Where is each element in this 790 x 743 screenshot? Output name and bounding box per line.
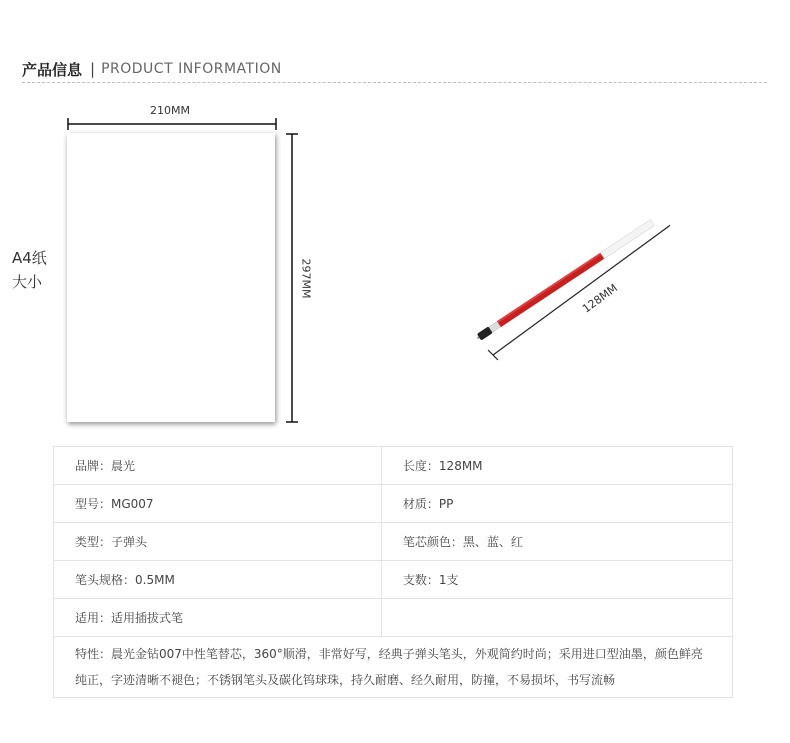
paper-caption-line1: A4纸	[12, 249, 47, 267]
spec-empty-cell	[381, 599, 732, 637]
a4-paper-image	[67, 133, 275, 422]
paper-width-label: 210MM	[150, 104, 190, 117]
spec-brand: 品牌：晨光	[54, 447, 382, 485]
refill-image	[470, 195, 670, 365]
refill-length-label: 128MM	[579, 281, 620, 316]
spec-compatibility: 适用：适用插拔式笔	[54, 599, 382, 637]
table-row	[54, 561, 733, 599]
spec-features: 特性：晨光金钻007中性笔替芯，360°顺滑，非常好写，经典子弹头笔头，外观简约时尚；采用进口型油墨，颜色鲜亮纯正，字迹清晰不褪色；不锈钢笔头及碳化钨球珠，持久耐磨、经久耐用，防撞，不易损坏，书写流畅	[54, 637, 733, 698]
table-row	[54, 523, 733, 561]
spec-table	[53, 446, 733, 698]
title-separator: |	[90, 60, 96, 78]
table-row	[54, 637, 733, 698]
section-title-en: PRODUCT INFORMATION	[101, 61, 282, 77]
table-row	[54, 599, 733, 637]
paper-height-label: 297MM	[299, 258, 313, 299]
spec-model: 型号：MG007	[54, 485, 382, 523]
spec-material: 材质：PP	[381, 485, 732, 523]
spec-type: 类型：子弹头	[54, 523, 382, 561]
spec-tip-size: 笔头规格：0.5MM	[54, 561, 382, 599]
table-row	[54, 447, 733, 485]
spec-ink-color: 笔芯颜色：黑、蓝、红	[381, 523, 732, 561]
paper-caption-line2: 大小	[12, 273, 43, 291]
table-row	[54, 485, 733, 523]
spec-length: 长度：128MM	[381, 447, 732, 485]
paper-size-caption	[12, 246, 47, 294]
spec-quantity: 支数：1支	[381, 561, 732, 599]
section-title-cn: 产品信息	[22, 60, 83, 79]
